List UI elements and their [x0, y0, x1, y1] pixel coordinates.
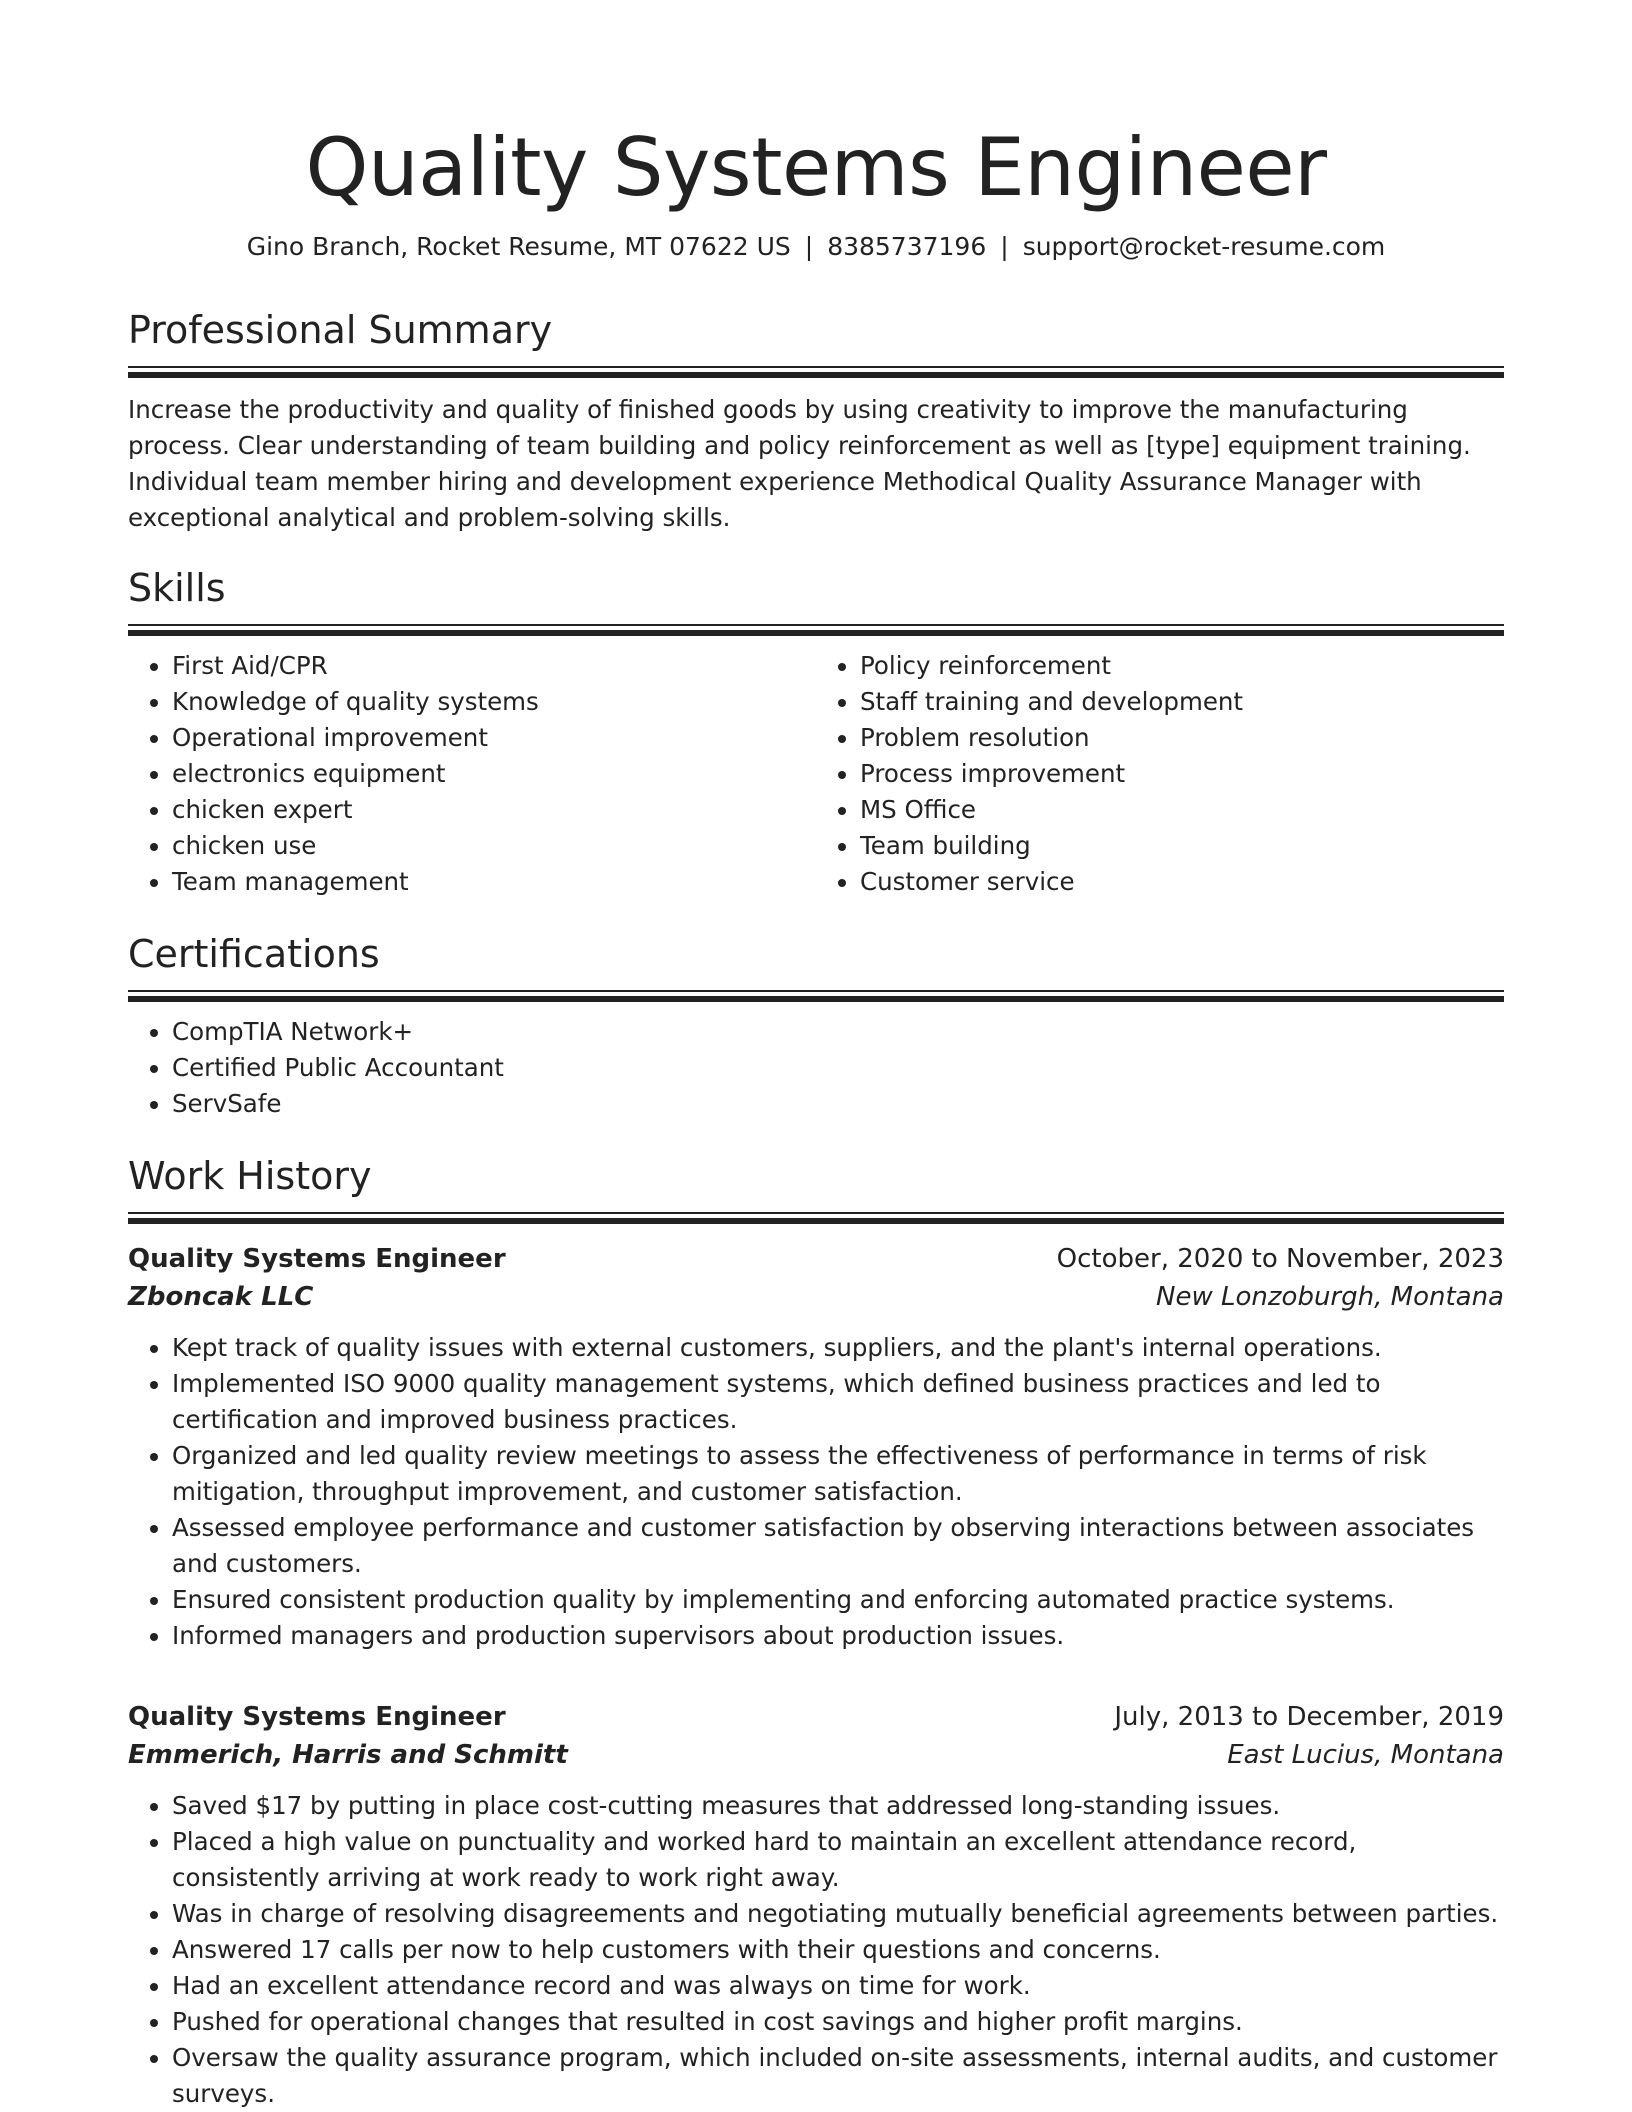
- skill-item: • Team building: [860, 828, 1504, 864]
- jobs-list: [128, 1240, 1504, 2112]
- section-rule: [128, 366, 1504, 378]
- job-bullet: • Ensured consistent production quality by implementing and enforcing automated practice systems.: [172, 1582, 1504, 1618]
- job-entry: [128, 1240, 1504, 1654]
- job-title: Quality Systems Engineer: [128, 1244, 506, 1274]
- section-rule: [128, 624, 1504, 636]
- summary-section: [128, 306, 1504, 536]
- skill-item: • Team management: [172, 864, 816, 900]
- job-bullet: • Assessed employee performance and customer satisfaction by observing interactions between associates and customers.: [172, 1510, 1504, 1582]
- certifications-list: [128, 1014, 1504, 1122]
- job-company-row: [128, 1736, 1504, 1774]
- job-bullet: • Pushed for operational changes that resulted in cost savings and higher profit margins.: [172, 2004, 1504, 2040]
- job-bullet: • Answered 17 calls per now to help customers with their questions and concerns.: [172, 1932, 1504, 1968]
- skill-item: • chicken use: [172, 828, 816, 864]
- contact-separator: |: [804, 232, 814, 261]
- skills-list-right: [816, 648, 1504, 900]
- certification-item: • CompTIA Network+: [172, 1014, 1504, 1050]
- job-header-row: [128, 1698, 1504, 1736]
- job-bullet: • Organized and led quality review meetings to assess the effectiveness of performance in terms of risk mitigation, throughput improvement, and customer satisfaction.: [172, 1438, 1504, 1510]
- job-bullet: • Saved $17 by putting in place cost-cutting measures that addressed long-standing issues.: [172, 1788, 1504, 1824]
- skill-item: • Policy reinforcement: [860, 648, 1504, 684]
- skill-item: • Operational improvement: [172, 720, 816, 756]
- job-bullets: [128, 1330, 1504, 1654]
- summary-heading: Professional Summary: [128, 308, 553, 352]
- job-company: Emmerich, Harris and Schmitt: [128, 1740, 568, 1770]
- job-bullet: • Placed a high value on punctuality and worked hard to maintain an excellent attendance record, consistently arriving at work ready to work right away.: [172, 1824, 1504, 1896]
- skills-section: [128, 564, 1504, 900]
- certifications-section: [128, 930, 1504, 1122]
- skill-item: • MS Office: [860, 792, 1504, 828]
- job-bullet: • Oversaw the quality assurance program, which included on-site assessments, internal audits, and customer surveys.: [172, 2040, 1504, 2112]
- job-header-row: [128, 1240, 1504, 1278]
- contact-email: support@rocket-resume.com: [1022, 232, 1386, 261]
- skill-item: • chicken expert: [172, 792, 816, 828]
- skill-item: • Customer service: [860, 864, 1504, 900]
- skill-item: • Process improvement: [860, 756, 1504, 792]
- skill-item: • Knowledge of quality systems: [172, 684, 816, 720]
- certification-item: • Certified Public Accountant: [172, 1050, 1504, 1086]
- job-bullet: • Implemented ISO 9000 quality management systems, which defined business practices and led to certification and improved business practices.: [172, 1366, 1504, 1438]
- job-title: Quality Systems Engineer: [128, 1702, 506, 1732]
- skills-heading: Skills: [128, 566, 226, 610]
- contact-phone: 8385737196: [827, 232, 987, 261]
- job-bullet: • Had an excellent attendance record and was always on time for work.: [172, 1968, 1504, 2004]
- job-company-row: [128, 1278, 1504, 1316]
- job-location: East Lucius, Montana: [1227, 1740, 1504, 1770]
- work-heading: Work History: [128, 1154, 372, 1198]
- skill-item: • First Aid/CPR: [172, 648, 816, 684]
- job-dates: October, 2020 to November, 2023: [1056, 1244, 1504, 1274]
- skills-columns: [128, 648, 1504, 900]
- job-bullet: • Kept track of quality issues with external customers, suppliers, and the plant's internal operations.: [172, 1330, 1504, 1366]
- work-section: [128, 1152, 1504, 2112]
- job-dates: July, 2013 to December, 2019: [1114, 1702, 1504, 1732]
- skill-item: • Staff training and development: [860, 684, 1504, 720]
- contact-separator: |: [1000, 232, 1009, 261]
- section-rule: [128, 1212, 1504, 1224]
- contact-line: [128, 230, 1504, 264]
- job-bullet: • Informed managers and production supervisors about production issues.: [172, 1618, 1504, 1654]
- job-location: New Lonzoburgh, Montana: [1156, 1282, 1504, 1312]
- job-company: Zboncak LLC: [128, 1282, 314, 1312]
- job-bullets: [128, 1788, 1504, 2112]
- certifications-heading: Certifications: [128, 932, 380, 976]
- contact-address: Gino Branch, Rocket Resume, MT 07622 US: [246, 232, 791, 261]
- section-rule: [128, 990, 1504, 1002]
- job-bullet: • Was in charge of resolving disagreements and negotiating mutually beneficial agreements between parties.: [172, 1896, 1504, 1932]
- resume-title: Quality Systems Engineer: [305, 121, 1327, 214]
- skill-item: • Problem resolution: [860, 720, 1504, 756]
- certification-item: • ServSafe: [172, 1086, 1504, 1122]
- job-entry: [128, 1698, 1504, 2112]
- summary-text: Increase the productivity and quality of finished goods by using creativity to improve the manufacturing process. Clear understanding of team building and policy reinforcement as well as [type] equipment training. Individual team member hiring and development experience Methodical Quality Assurance Manager with exceptional analytical and problem-solving skills.: [128, 395, 1471, 532]
- skills-list-left: [128, 648, 816, 900]
- skill-item: • electronics equipment: [172, 756, 816, 792]
- resume-content: [128, 118, 1504, 2112]
